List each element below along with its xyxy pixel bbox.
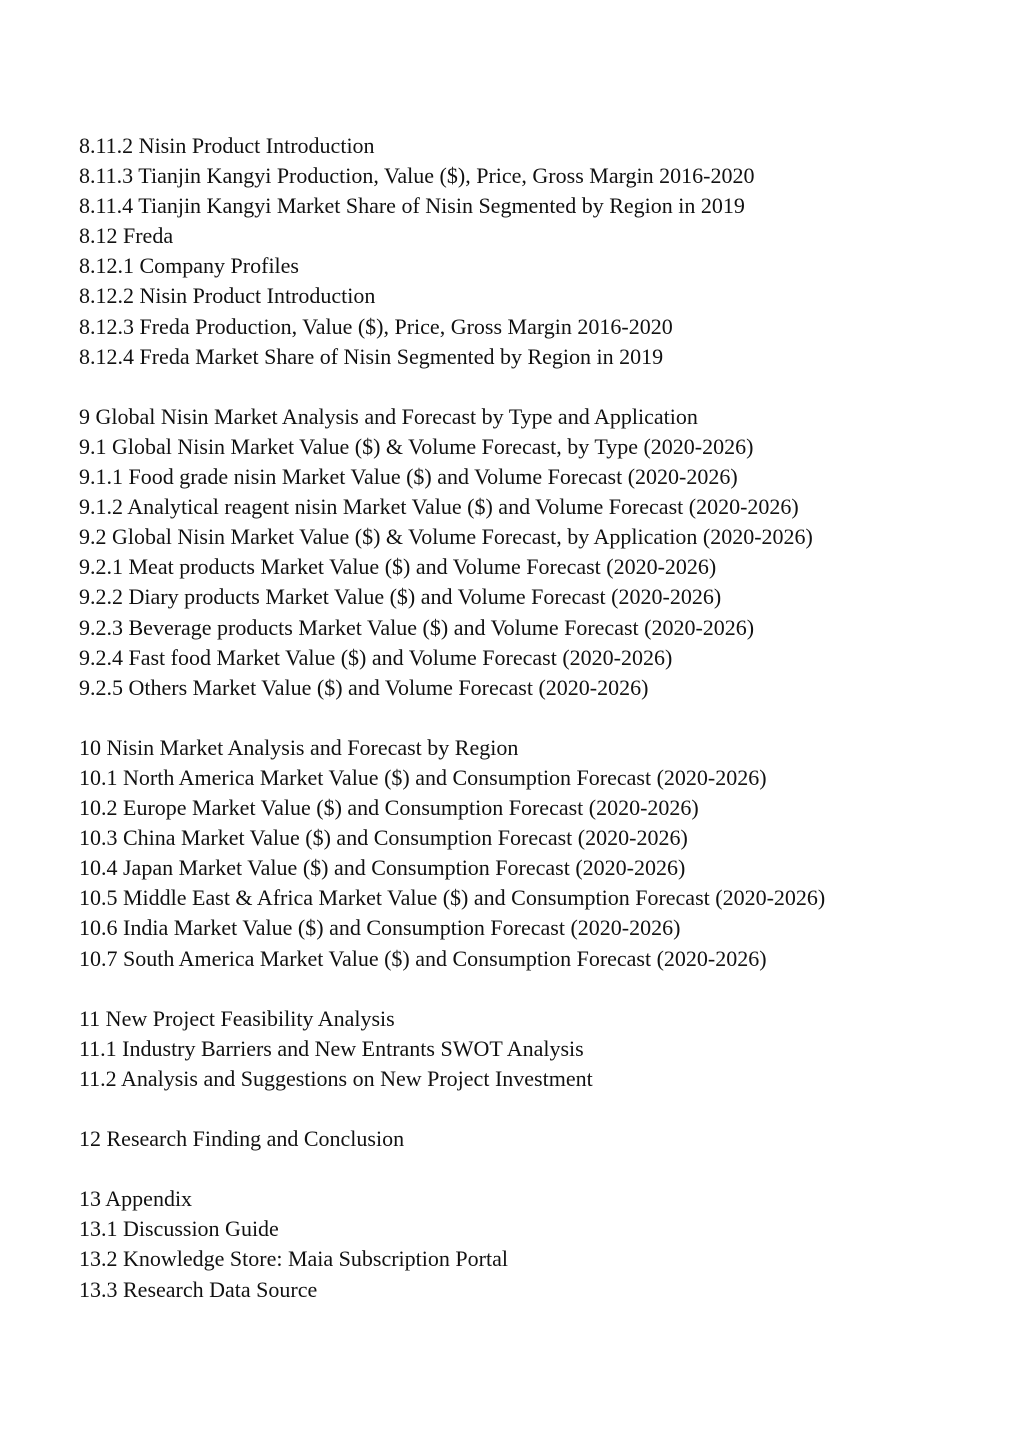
toc-entry: 10.7 South America Market Value ($) and Consumption Forecast (2020-2026) bbox=[79, 945, 767, 971]
section-gap bbox=[79, 1094, 999, 1124]
toc-entry: 9.2.2 Diary products Market Value ($) and Volume Forecast (2020-2026) bbox=[79, 584, 722, 610]
toc-entry: 10.3 China Market Value ($) and Consumption Forecast (2020-2026) bbox=[79, 825, 688, 851]
section-gap bbox=[79, 703, 999, 733]
toc-entry: 9.1 Global Nisin Market Value ($) & Volume Forecast, by Type (2020-2026) bbox=[79, 433, 754, 459]
table-of-contents bbox=[79, 131, 999, 1305]
toc-entry: 8.12.2 Nisin Product Introduction bbox=[79, 283, 376, 309]
toc-entry: 10.6 India Market Value ($) and Consumption Forecast (2020-2026) bbox=[79, 915, 681, 941]
toc-section-12 bbox=[79, 1124, 999, 1154]
toc-entry: 9.1.1 Food grade nisin Market Value ($) and Volume Forecast (2020-2026) bbox=[79, 464, 738, 490]
toc-entry: 13.1 Discussion Guide bbox=[79, 1216, 279, 1242]
section-gap bbox=[79, 974, 999, 1004]
toc-entry: 10.1 North America Market Value ($) and Consumption Forecast (2020-2026) bbox=[79, 764, 767, 790]
toc-section-11 bbox=[79, 1004, 999, 1094]
toc-entry: 8.11.3 Tianjin Kangyi Production, Value ($), Price, Gross Margin 2016-2020 bbox=[79, 163, 755, 189]
toc-entry: 13.3 Research Data Source bbox=[79, 1276, 318, 1302]
toc-section-10 bbox=[79, 733, 999, 974]
toc-section-9 bbox=[79, 402, 999, 703]
toc-section-13 bbox=[79, 1184, 999, 1304]
toc-entry: 9.1.2 Analytical reagent nisin Market Value ($) and Volume Forecast (2020-2026) bbox=[79, 494, 799, 520]
toc-heading: 9 Global Nisin Market Analysis and Forecast by Type and Application bbox=[79, 403, 698, 429]
toc-entry: 8.11.2 Nisin Product Introduction bbox=[79, 133, 375, 158]
toc-entry: 9.2.1 Meat products Market Value ($) and Volume Forecast (2020-2026) bbox=[79, 554, 717, 580]
toc-heading: 11 New Project Feasibility Analysis bbox=[79, 1005, 395, 1031]
toc-entry: 10.2 Europe Market Value ($) and Consumption Forecast (2020-2026) bbox=[79, 795, 699, 821]
toc-entry: 13.2 Knowledge Store: Maia Subscription Portal bbox=[79, 1246, 508, 1272]
section-gap bbox=[79, 1154, 999, 1184]
toc-heading: 13 Appendix bbox=[79, 1186, 193, 1212]
toc-entry: 11.2 Analysis and Suggestions on New Project Investment bbox=[79, 1065, 593, 1091]
toc-entry: 8.12.3 Freda Production, Value ($), Price, Gross Margin 2016-2020 bbox=[79, 313, 673, 339]
toc-heading: 12 Research Finding and Conclusion bbox=[79, 1126, 405, 1152]
toc-entry: 8.12 Freda bbox=[79, 223, 174, 249]
section-gap bbox=[79, 372, 999, 402]
toc-entry: 9.2.5 Others Market Value ($) and Volume Forecast (2020-2026) bbox=[79, 674, 649, 700]
toc-entry: 9.2.4 Fast food Market Value ($) and Volume Forecast (2020-2026) bbox=[79, 644, 673, 670]
toc-entry: 8.12.1 Company Profiles bbox=[79, 253, 299, 279]
toc-section-8-continued bbox=[79, 131, 999, 372]
toc-entry: 9.2.3 Beverage products Market Value ($) and Volume Forecast (2020-2026) bbox=[79, 614, 755, 640]
toc-entry: 9.2 Global Nisin Market Value ($) & Volume Forecast, by Application (2020-2026) bbox=[79, 524, 813, 550]
toc-entry: 8.11.4 Tianjin Kangyi Market Share of Nisin Segmented by Region in 2019 bbox=[79, 193, 745, 219]
toc-entry: 11.1 Industry Barriers and New Entrants SWOT Analysis bbox=[79, 1035, 584, 1061]
toc-heading: 10 Nisin Market Analysis and Forecast by Region bbox=[79, 734, 519, 760]
toc-entry: 8.12.4 Freda Market Share of Nisin Segmented by Region in 2019 bbox=[79, 343, 664, 369]
toc-entry: 10.4 Japan Market Value ($) and Consumption Forecast (2020-2026) bbox=[79, 855, 686, 881]
toc-entry: 10.5 Middle East & Africa Market Value ($) and Consumption Forecast (2020-2026) bbox=[79, 885, 826, 911]
